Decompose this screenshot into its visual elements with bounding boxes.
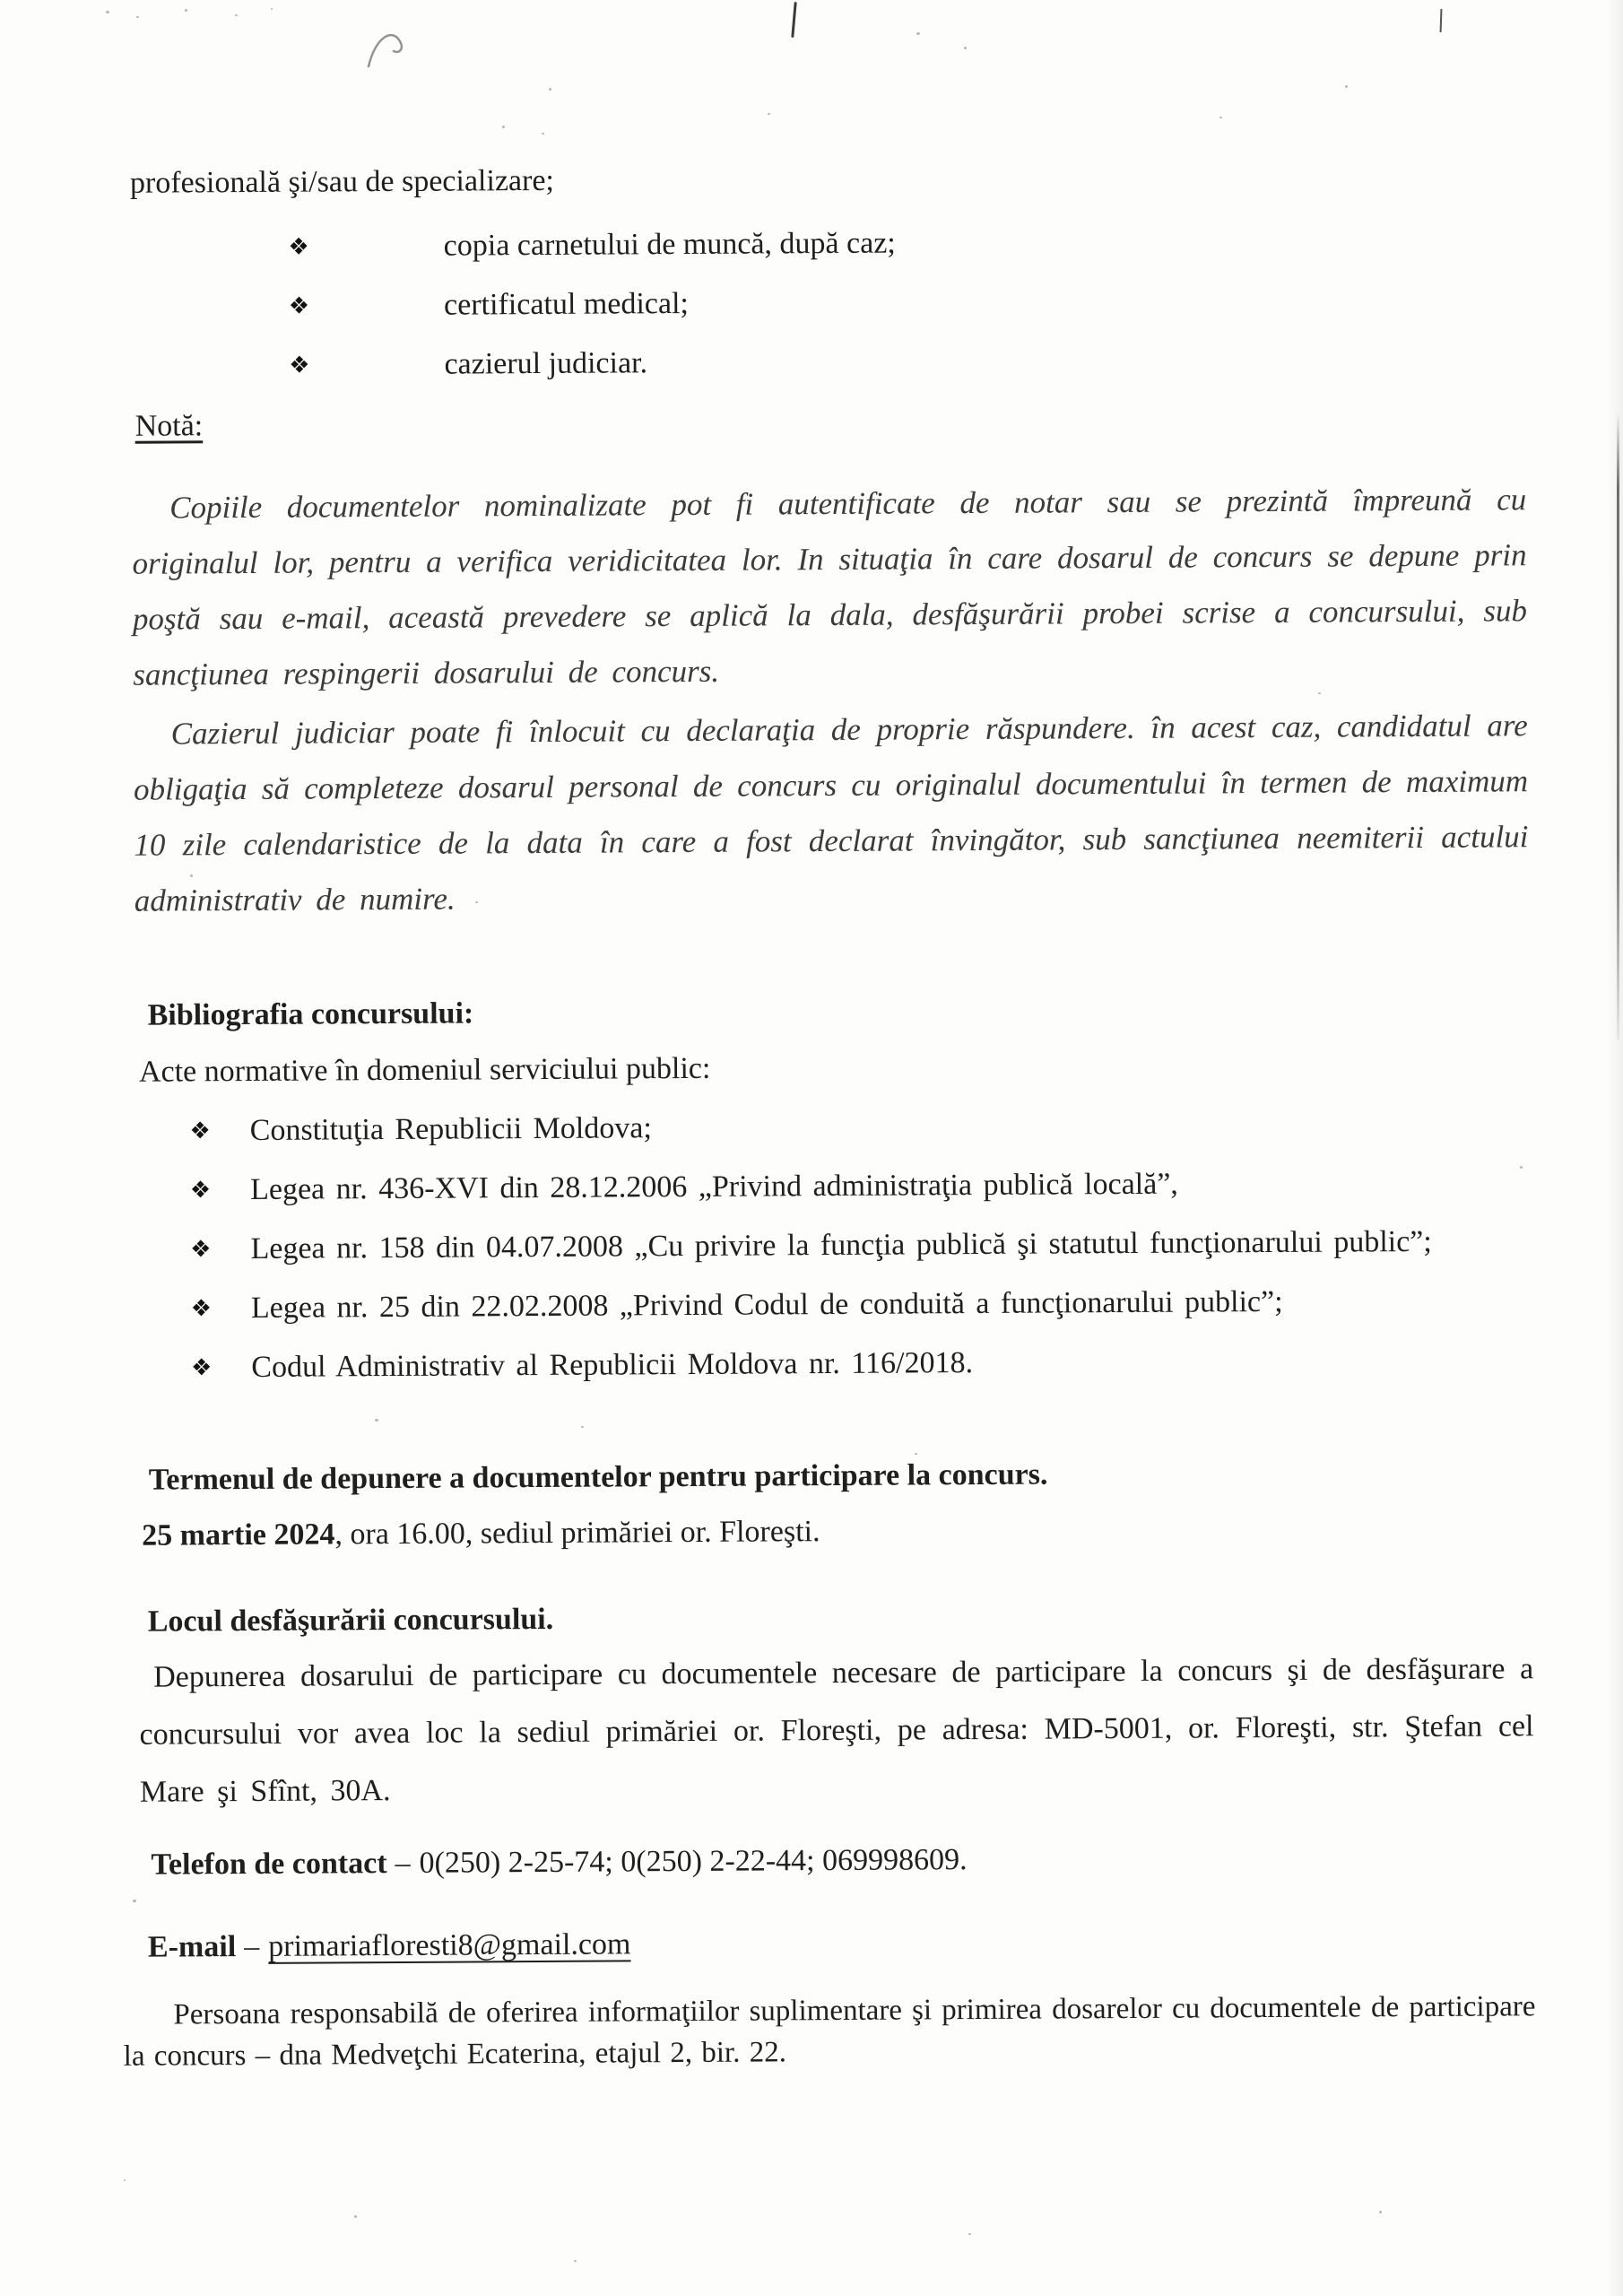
list-item-text: certificatul medical; [444, 286, 690, 322]
responsible-person-paragraph: Persoana responsabilă de oferirea informaţiilor suplimentare şi primirea dosarelor cu documentele de participare la concurs – dna Medveţchi Ecaterina, etajul 2, bir. 22. [123, 1990, 1536, 2073]
bibliography-heading: Bibliografia concursului: [147, 996, 474, 1032]
deadline-details: , ora 16.00, sediul primăriei or. Floreşti. [334, 1515, 820, 1552]
bibliography-subheading: Acte normative în domeniul serviciului public: [138, 1051, 711, 1089]
email-link[interactable]: primariafloresti8@gmail.com [268, 1927, 631, 1963]
bibliography-item [136, 1153, 1531, 1221]
bibliography-item [136, 1213, 1531, 1280]
diamond-bullet-icon: ❖ [289, 352, 310, 379]
diamond-bullet-icon: ❖ [190, 1354, 213, 1382]
diamond-bullet-icon: ❖ [190, 1236, 212, 1264]
list-item [130, 211, 1524, 278]
scan-edge-shadow [1607, 0, 1623, 2296]
required-documents-list [130, 211, 1525, 396]
bibliography-item [136, 1272, 1531, 1339]
intro-line: profesională şi/sau de specializare; [129, 163, 555, 200]
phone-line [151, 1829, 1534, 1892]
bibliography-item-text: Legea nr. 25 din 22.02.2008 „Privind Codul de conduită a funcţionarului public”; [250, 1284, 1283, 1325]
bibliography-item [137, 1331, 1532, 1398]
diamond-bullet-icon: ❖ [288, 233, 309, 261]
bibliography-item [135, 1094, 1530, 1161]
document-content [123, 146, 1536, 2076]
bibliography-item-text: Legea nr. 158 din 04.07.2008 „Cu privire la funcţia publică şi statutul funcţionarului public”; [250, 1224, 1432, 1265]
bibliography-item-text: Codul Administrativ al Republicii Moldova nr. 116/2018. [251, 1346, 974, 1384]
diamond-bullet-icon: ❖ [189, 1118, 211, 1145]
location-heading: Locul desfăşurării concursului. [147, 1602, 554, 1639]
list-item [131, 270, 1525, 337]
list-item-text: copia carnetului de muncă, după caz; [443, 226, 896, 263]
phone-label: Telefon de contact [151, 1847, 387, 1882]
location-paragraph: Depunerea dosarului de participare cu documentele necesare de participare la concurs şi de desfăşurare a concursului vor avea loc la sediul primăriei or. Floreşti, pe adresa: MD-5001, or. Floreşti, str. Ştefan cel Mare şi Sfînt, 30A. [139, 1652, 1534, 1809]
bibliography-item-text: Constituţia Republicii Moldova; [249, 1111, 652, 1147]
bibliography-list [135, 1094, 1532, 1398]
phone-numbers: 0(250) 2-25-74; 0(250) 2-22-44; 069998609. [419, 1843, 968, 1880]
scan-edge-line [1617, 413, 1619, 1040]
note-label: Notă: [135, 409, 204, 443]
deadline-date: 25 martie 2024 [142, 1518, 335, 1552]
diamond-bullet-icon: ❖ [189, 1177, 212, 1205]
list-item-text: cazierul judiciar. [444, 346, 648, 381]
deadline-line [142, 1500, 1532, 1563]
diamond-bullet-icon: ❖ [288, 292, 310, 320]
note-paragraph: Cazierul judiciar poate fi înlocuit cu declaraţia de proprie răspundere. în acest caz, candidatul are obligaţia să completeze dosarul personal de concurs cu originalul documentului în termen de maximum 10 zile calendaristice de la data în care a fost declarat învingător, sub sancţiunea neemiterii actului administrativ de numire. [133, 708, 1529, 918]
deadline-heading: Termenul de depunere a documentelor pentru participare la concurs. [148, 1457, 1048, 1497]
scan-squiggle-mark [363, 23, 417, 78]
email-label: E-mail [147, 1930, 237, 1964]
bibliography-item-text: Legea nr. 436-XVI din 28.12.2006 „Privind administraţia publică locală”, [250, 1167, 1178, 1206]
list-item [131, 329, 1525, 396]
email-line [148, 1911, 1535, 1975]
dash-separator: – [244, 1929, 260, 1964]
note-paragraph: Copiile documentelor nominalizate pot fi autentificate de notar sau se prezintă împreună cu originalul lor, pentru a verifica veridicitatea lor. In situaţia în care dosarul de concurs se depune prin poştă sau e-mail, această prevedere se aplică la dala, desfăşurării probei scrise a concursului, sub sancţiunea respingerii dosarului de concurs. [132, 482, 1528, 692]
diamond-bullet-icon: ❖ [190, 1295, 213, 1323]
scan-mark [791, 2, 796, 38]
scan-mark [1440, 9, 1443, 32]
dash-separator: – [395, 1846, 411, 1880]
